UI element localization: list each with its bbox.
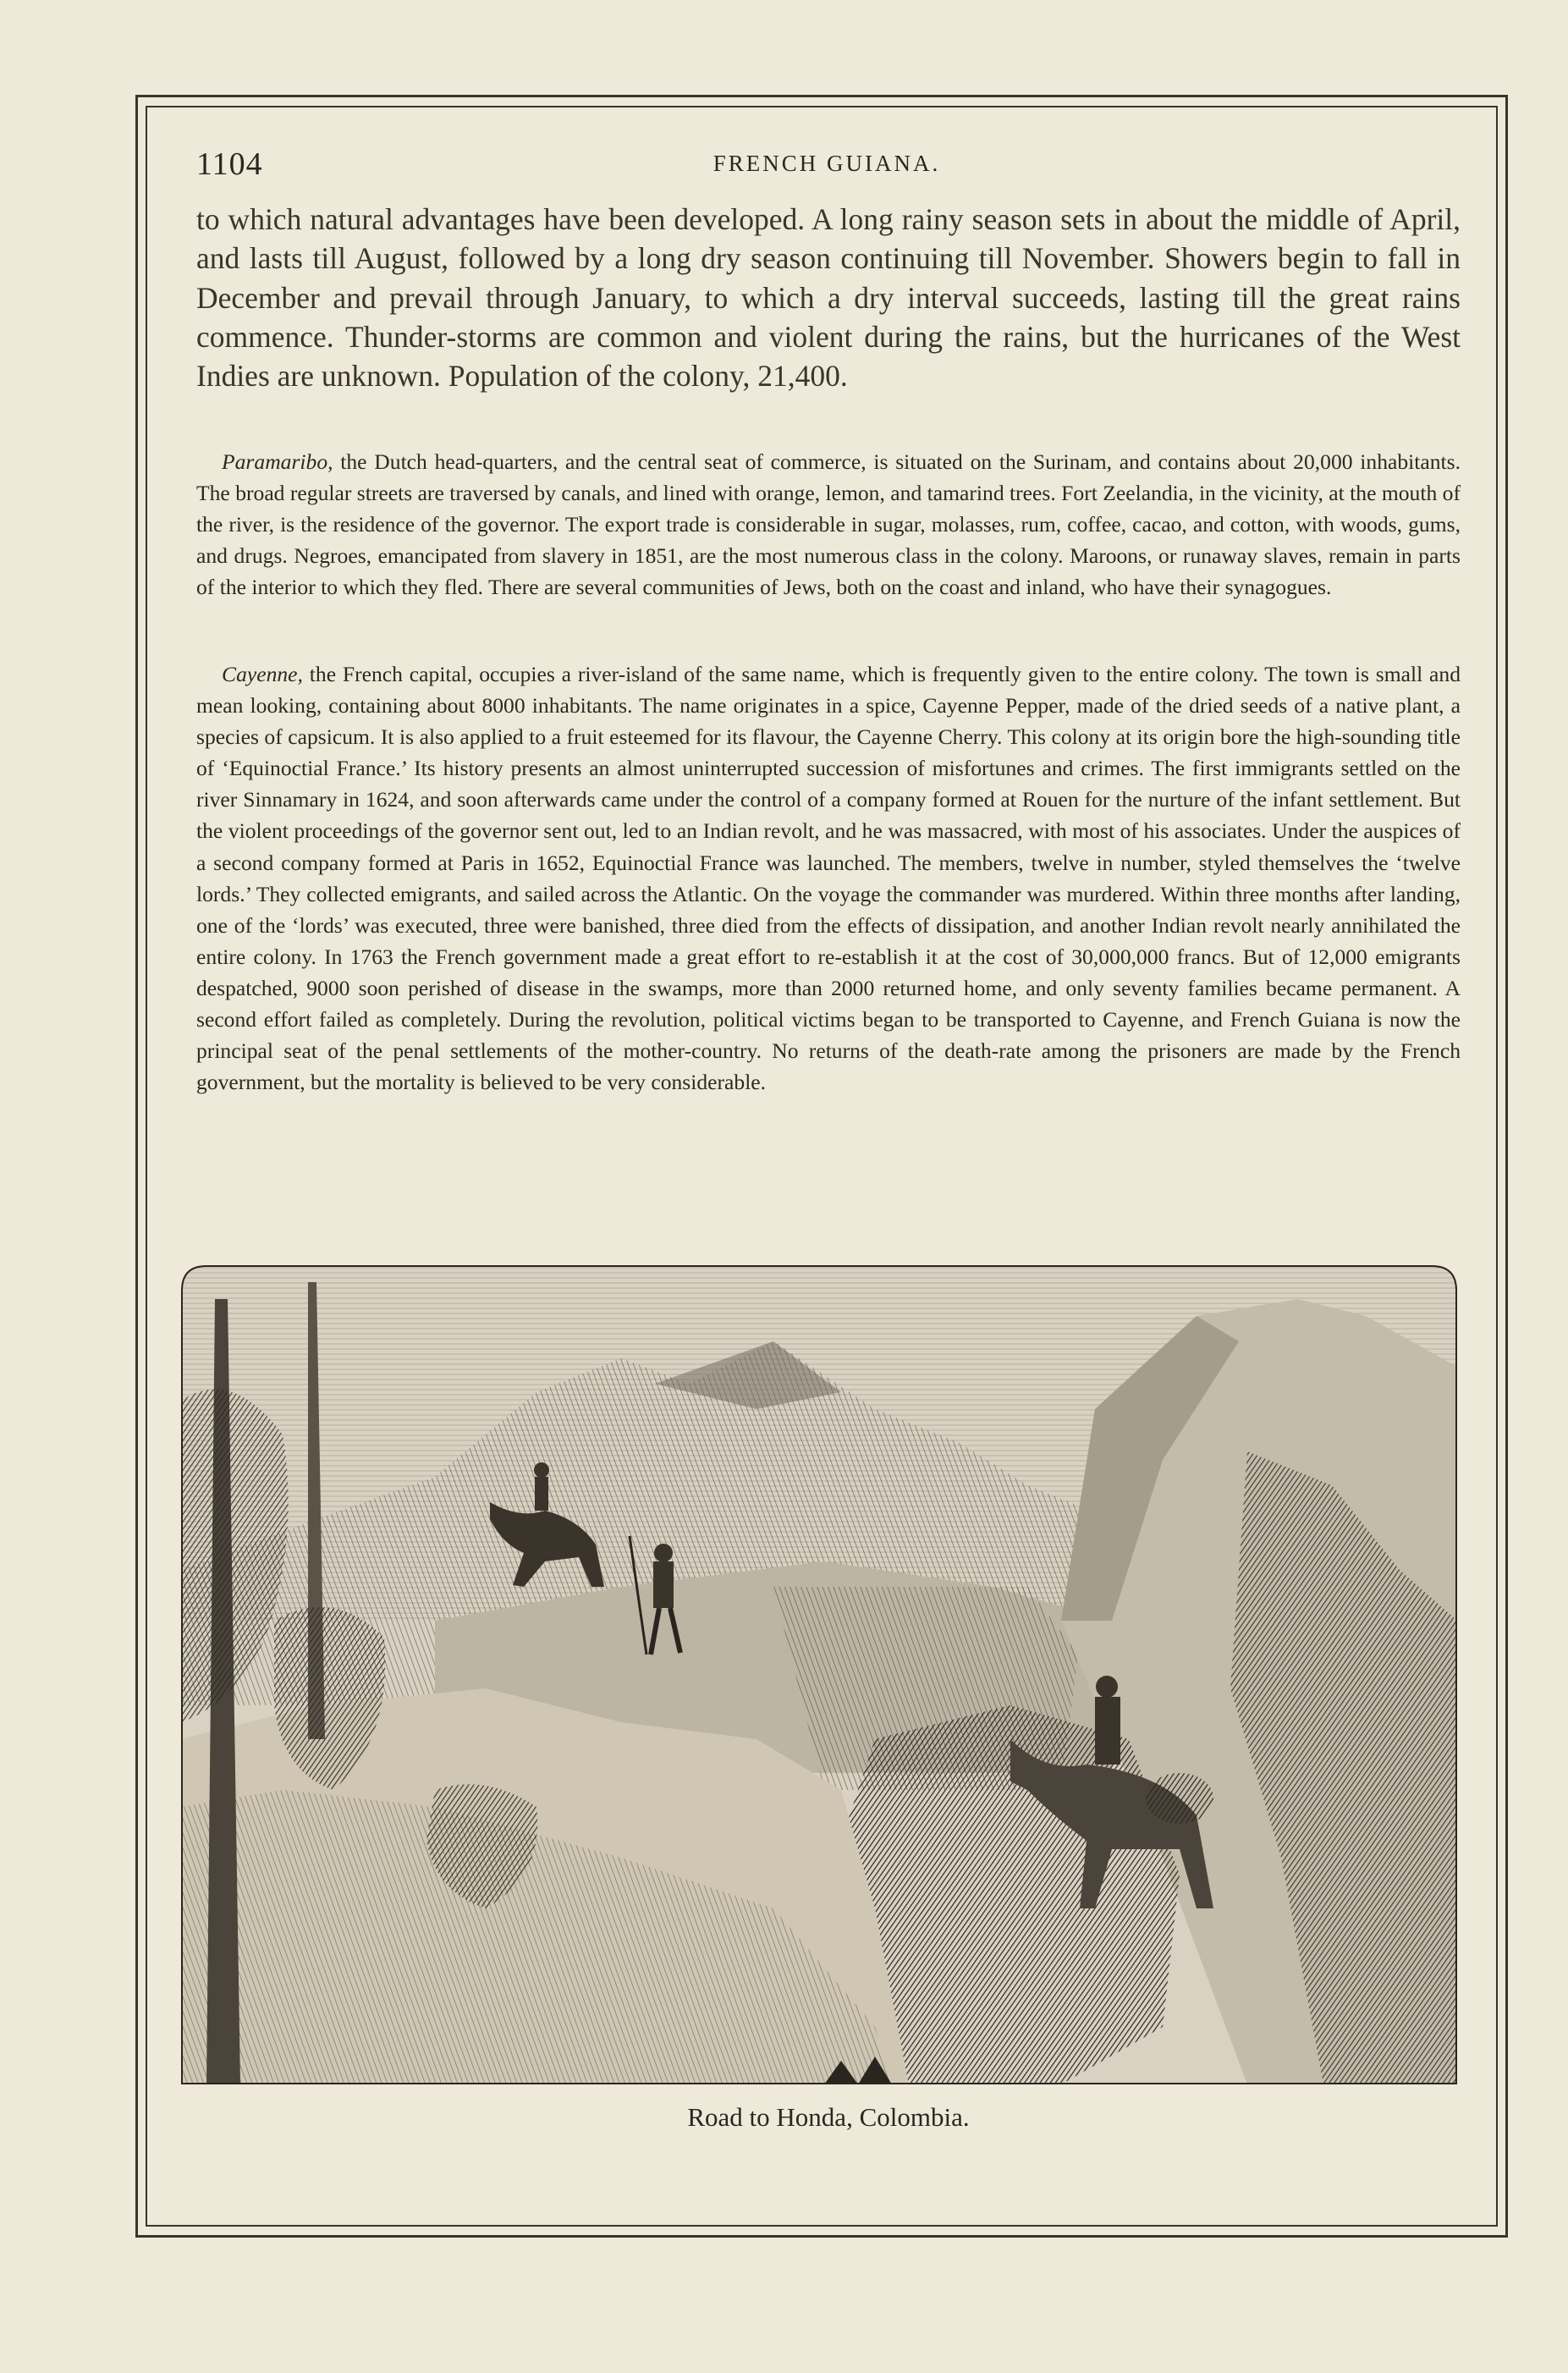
lead-paragraph: to which natural advantages have been developed. A long rainy season sets in about the middle of April, and lasts till August, followed by a long dry season continuing till November. Showers begin to fall in December and prevail through January, to which a dry interval succeeds, lasting till the great rains commence. Thunder-storms are common and violent during the rains, but the hurricanes of the West Indies are unknown. Population of the colony, 21,400. xyxy=(196,202,1461,394)
running-head xyxy=(196,146,1457,188)
running-title: FRENCH GUIANA. xyxy=(712,151,941,176)
paragraph-paramaribo-body: the Dutch head-quarters, and the central seat of commerce, is situated on the Surinam, and contains about 20,000 inhabitants. The broad regular streets are traversed by canals, and lined with orange, lemon, and tamarind trees. Fort Zeelandia, in the vicinity, at the mouth of the river, is the residence of the governor. The export trade is considerable in sugar, molasses, rum, coffee, cacao, and cotton, with woods, gums, and drugs. Negroes, emancipated from slavery in 1851, are the most numerous class in the colony. Maroons, or runaway slaves, remain in parts of the interior to which they fled. There are several communities of Jews, both on the coast and inland, who have their synagogues. xyxy=(196,449,1461,600)
place-name-cayenne: Cayenne, xyxy=(222,662,303,686)
paragraph-cayenne xyxy=(196,658,1461,1098)
place-name-paramaribo: Paramaribo, xyxy=(222,449,333,474)
paragraph-cayenne-body: the French capital, occupies a river-island of the same name, which is frequently given to the entire colony. The town is small and mean looking, containing about 8000 inhabitants. The name originates in a spice, Cayenne Pepper, made of the dried seeds of a native plant, a species of capsicum. It is also applied to a fruit esteemed for its flavour, the Cayenne Cherry. This colony at its origin bore the high-sounding title of ‘Equinoctial France.’ Its history presents an almost uninterrupted succession of misfortunes and crimes. The first immigrants settled on the river Sinnamary in 1624, and soon afterwards came under the control of a company formed at Rouen for the nurture of the infant settlement. But the violent proceedings of the governor sent out, led to an Indian revolt, and he was massacred, with most of his associates. Under the auspices of a second company formed at Paris in 1652, Equinoctial France was launched. The members, twelve in number, styled themselves the ‘twelve lords.’ They collected emigrants, and sailed across the Atlantic. On the voyage the commander was murdered. Within three months after landing, one of the ‘lords’ was executed, three were banished, three died from the effects of dissipation, and another Indian revolt nearly annihilated the entire colony. In 1763 the French government made a great effort to re-establish it at the cost of 30,000,000 francs. But of 12,000 emigrants despatched, 9000 soon perished of disease in the swamps, more than 2000 returned home, and only seventy families became permanent. A second effort failed as completely. During the revolution, political victims began to be transported to Cayenne, and French Guiana is now the principal seat of the penal settlements of the mother-country. No returns of the death-rate among the prisoners are made by the French government, but the mortality is believed to be very considerable. xyxy=(196,662,1461,1095)
illustration-caption: Road to Honda, Colombia. xyxy=(687,2102,970,2132)
paragraph-paramaribo xyxy=(196,446,1461,603)
engraving-road-to-honda xyxy=(181,1265,1457,2084)
page-number: 1104 xyxy=(196,146,263,182)
engraving-illustration xyxy=(181,1265,1457,2084)
